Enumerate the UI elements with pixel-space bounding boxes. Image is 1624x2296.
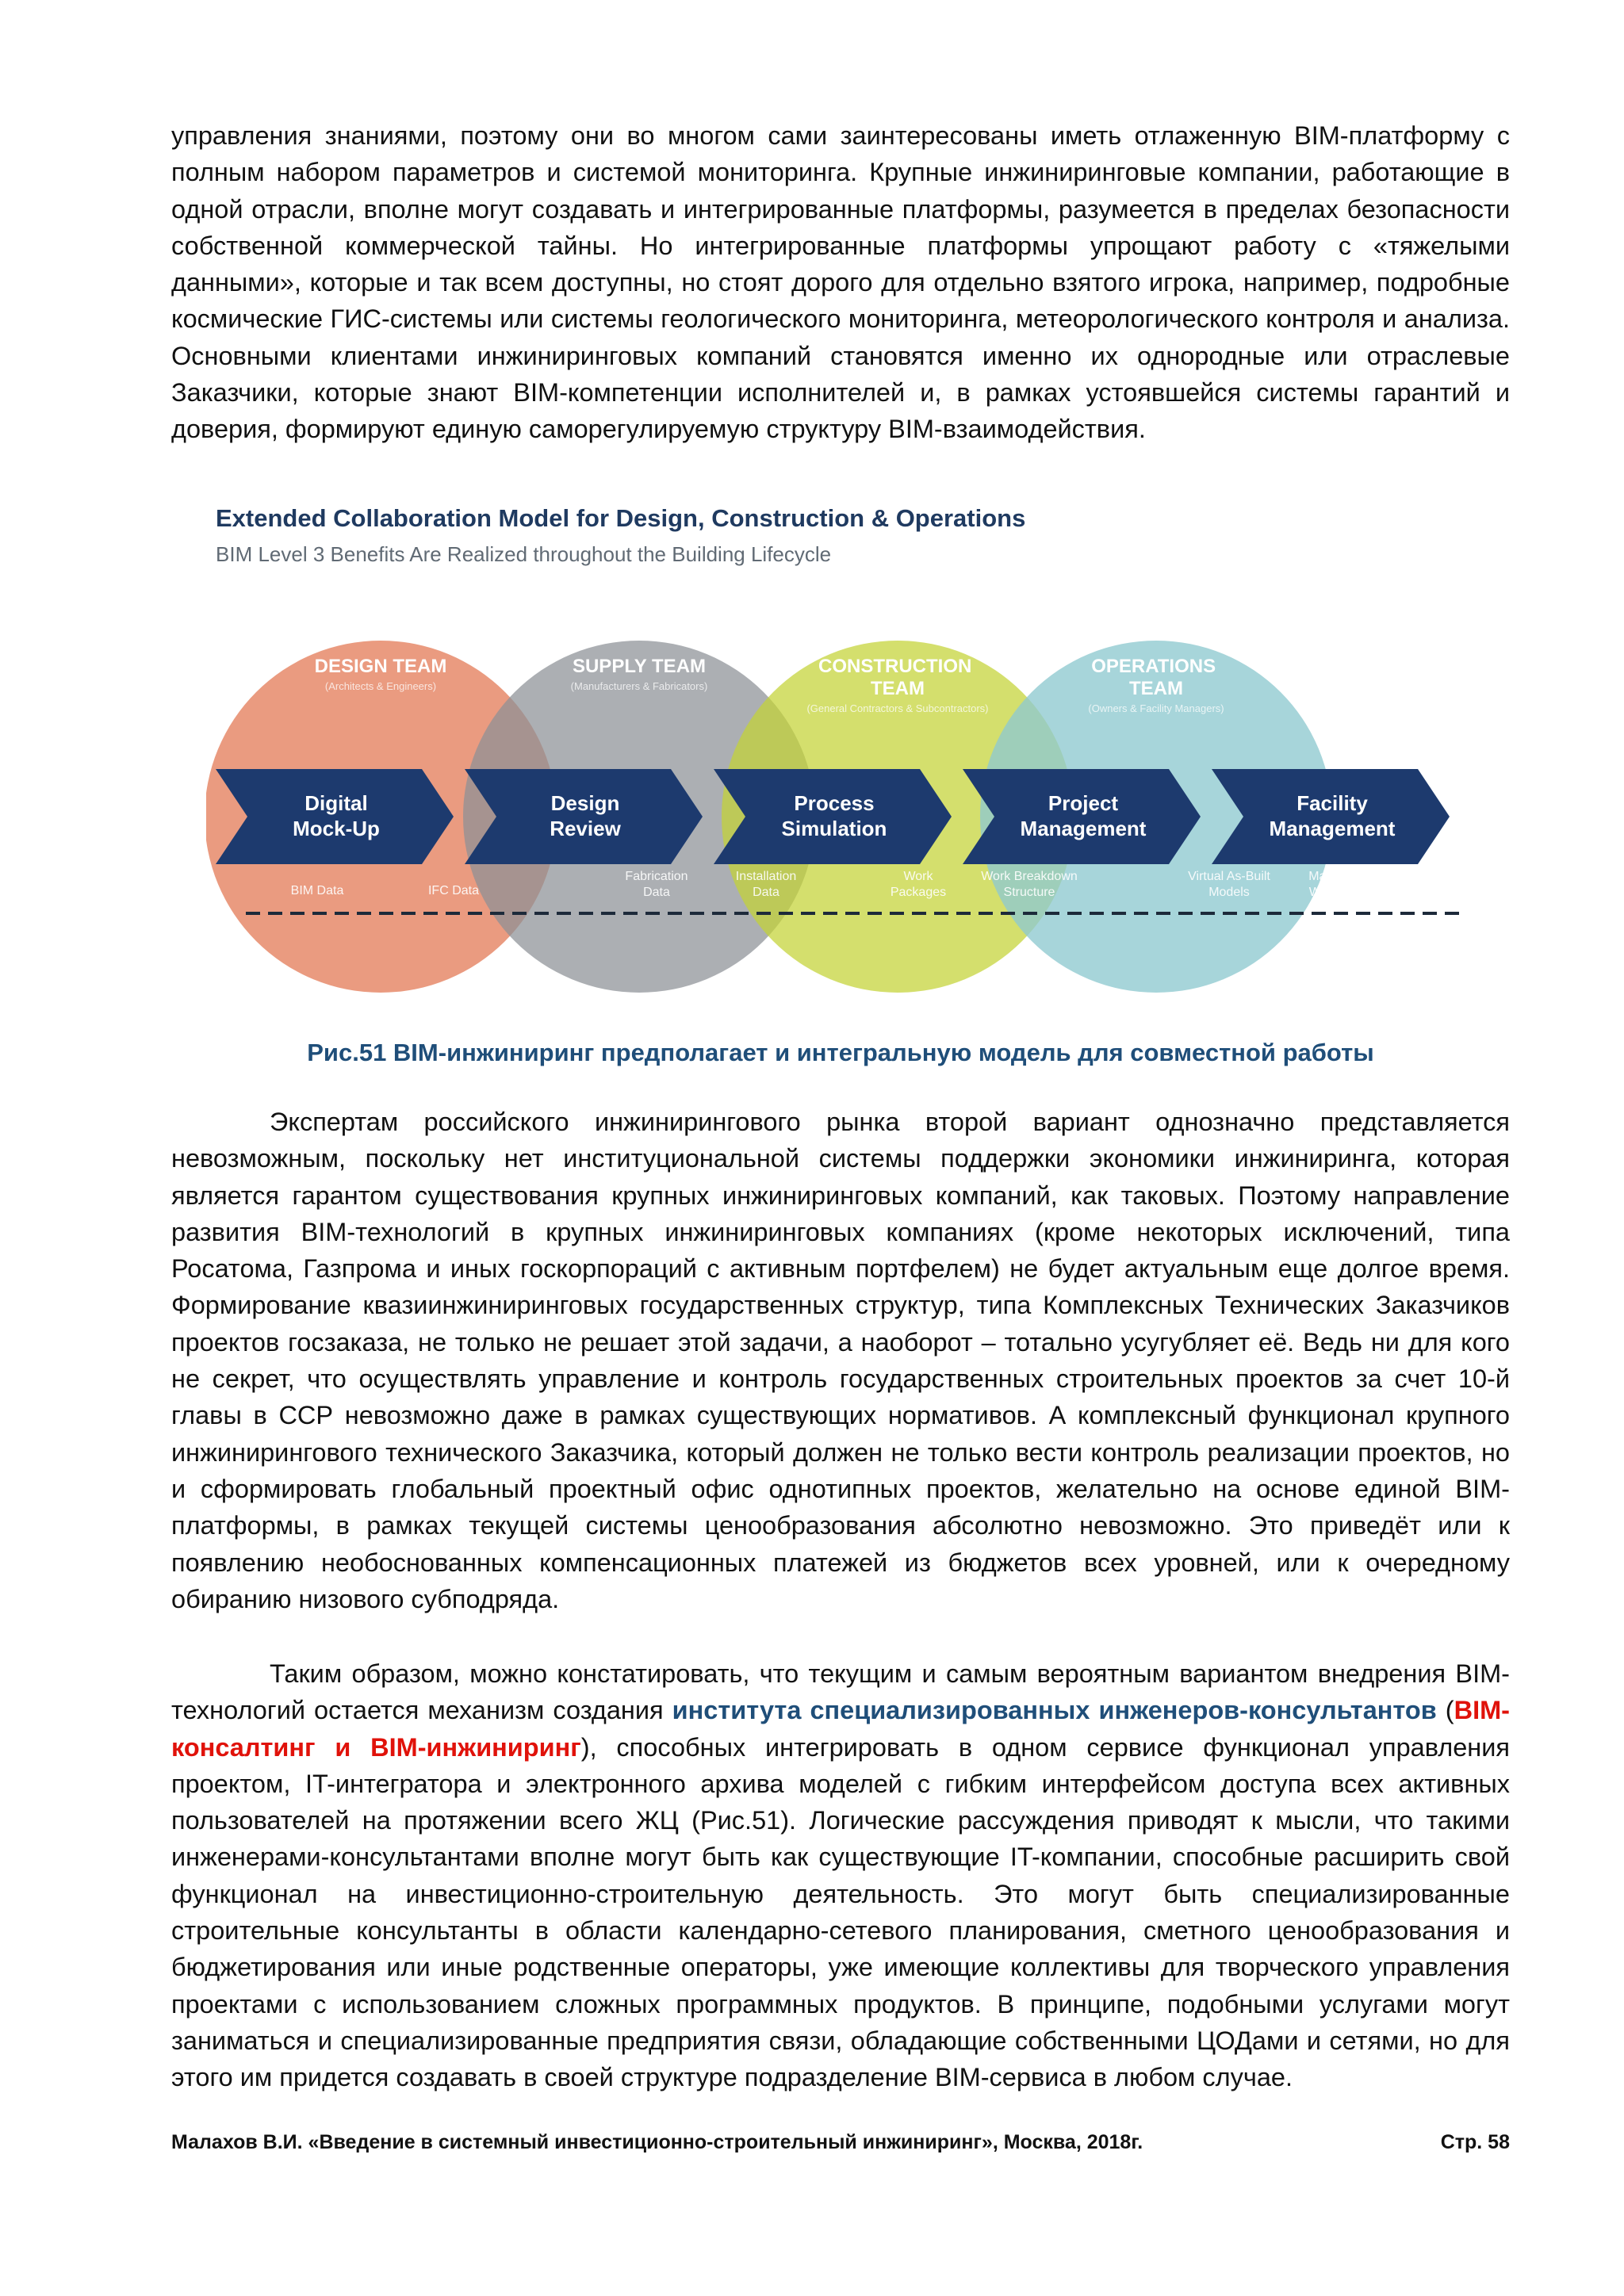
- stage-design-review: Design Review: [550, 791, 621, 840]
- stage-facility-management: Facility Management: [1269, 791, 1396, 840]
- paragraph-conclusion: [171, 1655, 1510, 2096]
- operations-team-line1: OPERATIONS: [1091, 656, 1216, 677]
- stage-digital-mockup: Digital Mock-Up: [293, 791, 380, 840]
- operations-team-sub: (Owners & Facility Managers): [1088, 702, 1224, 714]
- highlight-institute: института специализированных инженеров-консультантов: [672, 1696, 1437, 1725]
- label-wbs: Work Breakdown Structure: [981, 870, 1078, 899]
- conclusion-text-3: ), способных интегрировать в одном сервисе функционал управления проектом, IT-интегратора и электронного архива моделей с гибким интерфейсом доступа всех активных пользователей на протяжении всего ЖЦ (Рис.51). Логические рассуждения приводят к мысли, что такими инженерами-консультантами вполне могут быть как существующие IT-компании, способные расширить свой функционал на инвестиционно-строительную деятельность. Это могут быть специализированные строительные консультанты в области календарно-сетевого планирования, сметного ценообразования и бюджетирования или иные родственные операторы, уже имеющие коллективы для творческого управления проектами с использованием сложных программных продуктов. В принципе, подобными услугами могут заниматься и специализированные предприятия связи, обладающие собственными ЦОДами и сетями, но для этого им придется создавать в своей структуре подразделение BIM-сервиса в любом случае.: [171, 1732, 1510, 2092]
- label-maintenance-work-orders: Maintenance Work Orders: [1308, 870, 1381, 899]
- stage-project-management: Project Management: [1020, 791, 1147, 840]
- label-virtual-as-built: Virtual As-Built Models: [1188, 870, 1270, 899]
- label-fabrication-data: Fabrication Data: [625, 870, 688, 899]
- label-installation-data: Installation Data: [735, 870, 797, 899]
- construction-team-sub: (General Contractors & Subcontractors): [806, 702, 989, 714]
- label-ifc-data: IFC Data: [427, 884, 480, 897]
- collaboration-model-figure: [206, 499, 1491, 1023]
- design-team-label: DESIGN TEAM: [314, 656, 447, 677]
- design-team-sub: (Architects & Engineers): [324, 680, 437, 692]
- paragraph-experts: Экспертам российского инжинирингового рынка второй вариант однозначно представляется невозможным, поскольку нет институциональной системы поддержки экономики инжиниринга, которая является гарантом существования крупных инжиниринговых компаний, как таковых. Поэтому направление развития BIM-технологий в крупных инжиниринговых компаниях (кроме некоторых исключений, типа Росатома, Газпрома и иных госкорпораций с активным портфелем) не будет актуальным еще долгое время. Формирование квазиинжиниринговых государственных структур, типа Комплексных Технических Заказчиков проектов госзаказа, не только не решает этой задачи, а наоборот – тотально усугубляет её. Ведь ни для кого не секрет, что осуществлять управление и контроль государственных строительных проектов за счет 10-й главы в ССР невозможно даже в рамках существующих нормативов. А комплексный функционал крупного инжинирингового технического Заказчика, который должен не только вести контроль реализации проектов, но и сформировать глобальный проектный офис однотипных проектов, желательно на основе единой BIM-платформы, в рамках текущей системы ценообразования абсолютно невозможно. Это приведёт или к появлению необоснованных компенсационных платежей из бюджетов всех уровней, или к очередному обиранию низового субподряда.: [171, 1108, 1510, 1613]
- construction-team-line2: TEAM: [871, 678, 925, 699]
- figure-title: Extended Collaboration Model for Design, Construction & Operations: [216, 504, 1026, 532]
- label-work-packages: Work Packages: [890, 870, 947, 899]
- figure-subtitle: BIM Level 3 Benefits Are Realized throughout the Building Lifecycle: [216, 542, 832, 566]
- supply-team-label: SUPPLY TEAM: [572, 656, 707, 677]
- paragraph-intro: управления знаниями, поэтому они во многом сами заинтересованы иметь отлаженную BIM-платформу с полным набором параметров и системой мониторинга. Крупные инжиниринговые компании, работающие в одной отрасли, вполне могут создавать и интегрированные платформы, разумеется в пределах безопасности собственной коммерческой тайны. Но интегрированные платформы упрощают работу с «тяжелыми данными», которые и так всем доступны, но стоят дорого для отдельно взятого игрока, например, подробные космические ГИС-системы или системы геологического мониторинга, метеорологического контроля и анализа. Основными клиентами инжиниринговых компаний становятся именно их однородные или отраслевые Заказчики, которые знают BIM-компетенции исполнителей и, в рамках устоявшейся системы гарантий и доверия, формируют единую саморегулируемую структуру BIM-взаимодействия.: [171, 121, 1510, 444]
- page-footer: [171, 2131, 1510, 2154]
- supply-team-sub: (Manufacturers & Fabricators): [570, 680, 708, 692]
- footer-citation: Малахов В.И. «Введение в системный инвестиционно-строительный инжиниринг», Москва, 2018г.: [171, 2131, 1143, 2153]
- conclusion-text-1: Таким образом, можно констатировать, что текущим и самым вероятным вариантом внедрения BIM-технологий остается механизм создания: [171, 1659, 1510, 1725]
- page-number: Стр. 58: [1440, 2131, 1510, 2153]
- figure-caption: Рис.51 BIM-инжиниринг предполагает и интегральную модель для совместной работы: [307, 1039, 1374, 1066]
- conclusion-text-2: (: [1436, 1696, 1454, 1725]
- stage-process-simulation: Process Simulation: [781, 791, 887, 840]
- label-bim-data: BIM Data: [290, 884, 344, 897]
- operations-team-line2: TEAM: [1129, 678, 1183, 699]
- construction-team-line1: CONSTRUCTION: [818, 656, 972, 677]
- highlight-bim-consulting: BIM-консалтинг и BIM-инжиниринг: [171, 1696, 1510, 1762]
